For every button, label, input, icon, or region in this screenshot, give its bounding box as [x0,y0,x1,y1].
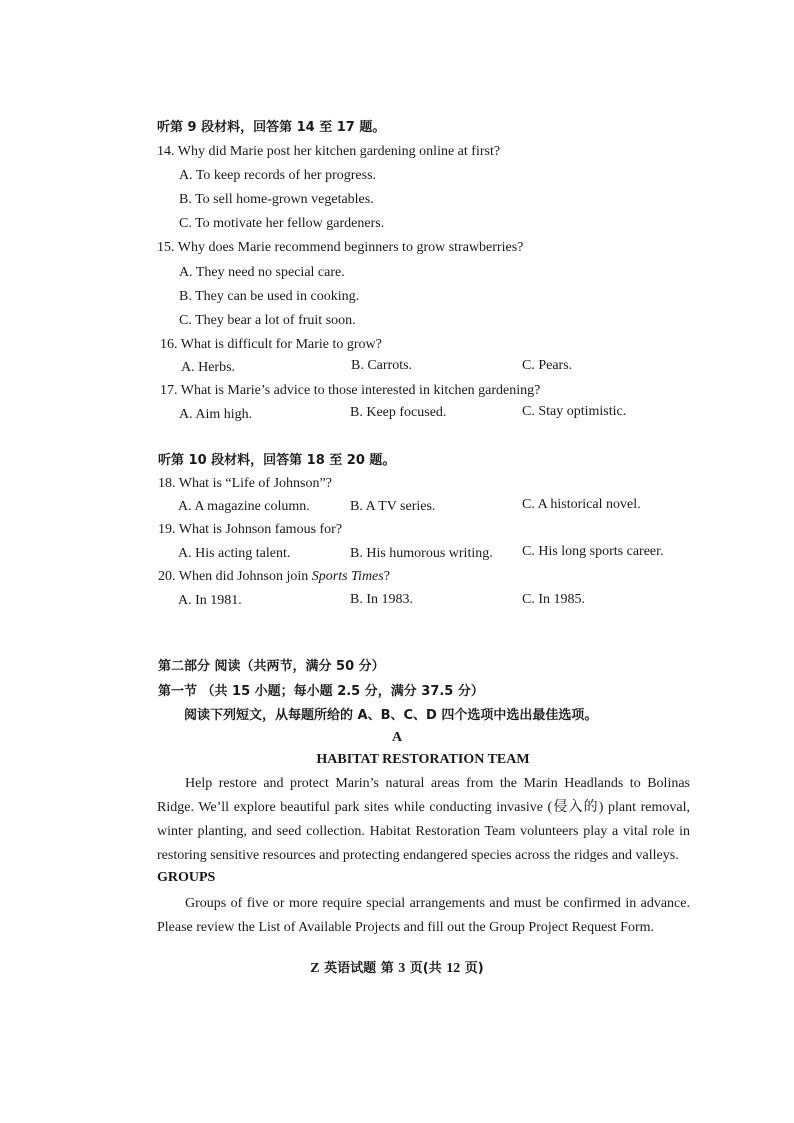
q15-option-b: B. They can be used in cooking. [179,289,360,304]
section9-intro: 听第 9 段材料，回答第 14 至 17 题。 [157,120,386,135]
q20-stem-suffix: ? [383,569,390,584]
footer-end: 页) [460,961,484,976]
footer-total-pages: 12 [446,961,461,976]
footer-z: Z [310,961,320,976]
q14-option-c: C. To motivate her fellow gardeners. [179,216,385,231]
passage-paragraph-2 [157,892,690,940]
passage-letter: A [391,730,403,745]
q14-stem: 14. Why did Marie post her kitchen gardening online at first? [157,144,501,159]
page-footer [0,957,794,977]
q20-option-c: C. In 1985. [522,592,585,607]
section10-intro: 听第 10 段材料，回答第 18 至 20 题。 [158,453,396,468]
paragraph-2-text: Groups of five or more require special arrangements and must be confirmed in advance. Please review the List of Available Projects and fill out the Group Project Request Form. [157,896,690,935]
q19-stem: 19. What is Johnson famous for? [158,522,343,537]
q16-option-a: A. Herbs. [181,360,236,375]
q16-option-b: B. Carrots. [351,358,413,373]
paragraph-1-text: Help restore and protect Marin’s natural areas from the Marin Headlands to Bolinas Ridge. We’ll explore beautiful park sites while conducting invasive (侵入的) plant removal, winter planting, and seed collection. Habitat Restoration Team volunteers play a vital role in restoring sensitive resources and protecting endangered species across the ridges and valleys. [157,776,690,863]
q17-option-a: A. Aim high. [179,407,253,422]
q16-stem: 16. What is difficult for Marie to grow? [160,337,382,352]
q20-stem-prefix: 20. When did Johnson join [158,569,312,584]
q20-option-b: B. In 1983. [350,592,413,607]
q19-option-c: C. His long sports career. [522,544,664,559]
reading-section-title: 第一节 （共 15 小题；每小题 2.5 分，满分 37.5 分） [158,684,484,699]
q20-option-a: A. In 1981. [178,593,242,608]
q17-option-b: B. Keep focused. [350,405,447,420]
q15-option-a: A. They need no special care. [179,265,345,280]
q18-option-b: B. A TV series. [350,499,436,514]
q18-option-a: A. A magazine column. [178,499,310,514]
q17-stem: 17. What is Marie’s advice to those interested in kitchen gardening? [160,383,541,398]
q19-option-b: B. His humorous writing. [350,546,493,561]
q19-option-a: A. His acting talent. [178,546,291,561]
passage-title: HABITAT RESTORATION TEAM [316,752,530,767]
q18-stem: 18. What is “Life of Johnson”? [158,476,332,491]
q20-stem [158,568,390,586]
reading-instruction: 阅读下列短文，从每题所给的 A、B、C、D 四个选项中选出最佳选项。 [184,708,598,723]
q16-option-c: C. Pears. [522,358,573,373]
q18-option-c: C. A historical novel. [522,497,641,512]
q15-stem: 15. Why does Marie recommend beginners to grow strawberries? [157,240,524,255]
passage-paragraph-1 [157,772,690,868]
groups-heading: GROUPS [157,870,216,885]
q20-stem-italic: Sports Times [311,569,384,584]
q14-option-a: A. To keep records of her progress. [179,168,377,183]
q15-option-c: C. They bear a lot of fruit soon. [179,313,356,328]
q14-option-b: B. To sell home-grown vegetables. [179,192,374,207]
q17-option-c: C. Stay optimistic. [522,404,627,419]
footer-mid: 页(共 [405,961,447,976]
footer-subject: 英语试题 第 [319,961,399,976]
reading-part-title: 第二部分 阅读（共两节，满分 50 分） [158,659,385,674]
footer-page-number: 3 [398,961,406,976]
